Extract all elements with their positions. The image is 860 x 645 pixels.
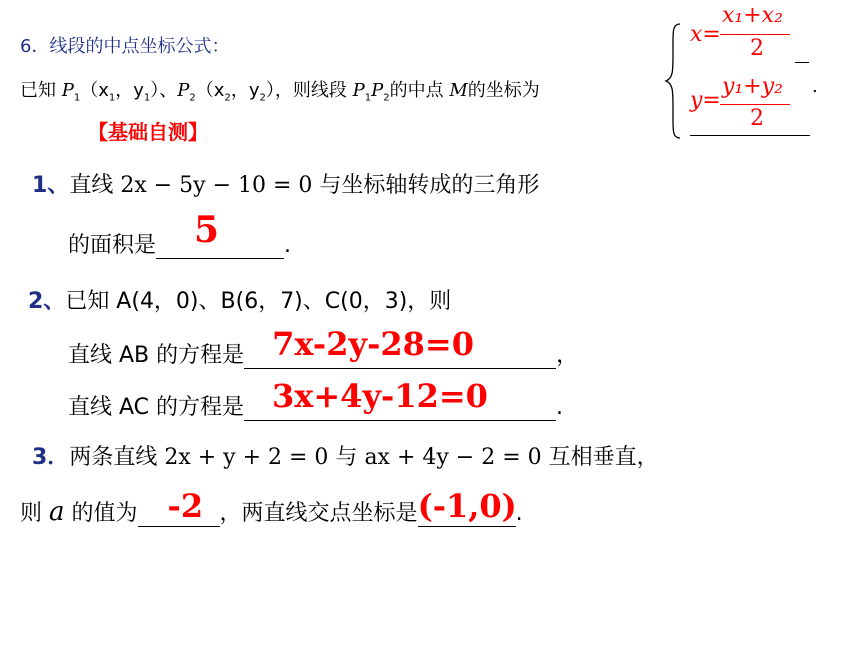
q2-ac-end: . [556, 395, 564, 420]
midpoint-m: M [449, 80, 468, 101]
mid-text: 的中点 [389, 80, 444, 101]
q3-number: 3． [32, 445, 70, 470]
q3-line2-a: 则 [20, 501, 43, 526]
p2-x: （x [195, 80, 225, 101]
section-number: 6． [20, 36, 50, 57]
q3-eq1: 2x + y + 2 = 0 [164, 445, 329, 470]
q1-area-label: 的面积是 [68, 233, 157, 258]
p2-sub: 2 [189, 92, 196, 104]
formula-x-numerator: x₁+x₂ [722, 3, 783, 28]
q3-text-c: 互相垂直， [548, 445, 659, 470]
q2-number: 2、 [28, 289, 66, 314]
formula-x-label: x= [690, 22, 721, 47]
q2-ab-blank [244, 325, 556, 369]
p2-y: ，y [230, 80, 260, 101]
question-2-line-1 [28, 284, 451, 315]
q3-text-a: 两条直线 [69, 445, 158, 470]
q2-ab-answer: 7x-2y-28=0 [272, 325, 474, 363]
q2-ac-blank [244, 377, 556, 421]
question-3-line-2 [20, 487, 523, 527]
question-1-line-2 [68, 209, 292, 259]
q3-line2-c: ，两直线交点坐标是 [219, 501, 418, 526]
given-statement [20, 76, 540, 104]
q2-text: 已知 A(4，0)、B(6，7)、C(0，3)，则 [65, 289, 452, 314]
formula-y-denominator: 2 [750, 106, 764, 131]
given-period: . [812, 76, 818, 97]
p2-x-sub: 2 [224, 92, 231, 104]
question-2-line-3 [68, 377, 564, 421]
question-3-line-1 [32, 440, 659, 471]
p2-close: ），则线段 [265, 80, 347, 101]
p2-y-sub: 2 [259, 92, 266, 104]
q1-text-a: 直线 [69, 173, 114, 198]
p1-x: （x [80, 80, 109, 101]
p1-label: P [61, 80, 74, 101]
q1-equation: 2x − 5y − 10 = 0 [120, 173, 313, 198]
section-title: 线段的中点坐标公式： [49, 36, 230, 57]
q3-point-blank [417, 487, 517, 527]
section-heading [20, 32, 229, 58]
q3-text-b: 与 [335, 445, 358, 470]
p1-x-sub: 1 [108, 92, 116, 104]
q1-text-b: 与坐标轴转成的三角形 [319, 173, 540, 198]
formula-y-fraction-line [720, 104, 790, 105]
p2-label: P [177, 80, 190, 101]
q1-end: . [284, 233, 292, 258]
q1-number: 1、 [32, 173, 70, 198]
q3-eq2: ax + 4y − 2 = 0 [364, 445, 542, 470]
p1-close: ）、 [150, 80, 178, 101]
formula-x-denominator: 2 [750, 36, 764, 61]
q2-ac-label: 直线 AC 的方程是 [68, 395, 245, 420]
seg-sub1: 1 [364, 92, 372, 104]
q3-a-blank [138, 487, 220, 527]
q2-ac-answer: 3x+4y-12=0 [272, 377, 488, 415]
left-brace-icon [664, 22, 682, 140]
q2-ab-label: 直线 AB 的方程是 [68, 343, 245, 368]
formula-underline-1 [795, 62, 809, 63]
formula-y-numerator: y₁+y₂ [722, 74, 783, 99]
formula-y-label: y= [690, 88, 721, 113]
q1-answer: 5 [194, 209, 220, 251]
seg-p1: P [352, 80, 365, 101]
question-1-line-1 [32, 168, 539, 199]
given-prefix: 已知 [20, 80, 56, 101]
basic-test-heading: 【基础自测】 [88, 120, 208, 144]
q3-point-answer: (-1,0) [417, 487, 517, 525]
q3-a-answer: -2 [167, 487, 204, 525]
seg-p2: P [371, 80, 384, 101]
p1-y: ，y [115, 80, 144, 101]
q3-a-var: a [49, 497, 65, 527]
p1-sub: 1 [73, 92, 81, 104]
q1-answer-blank [156, 209, 284, 259]
formula-underline-2 [690, 135, 810, 136]
q2-ab-end: ， [556, 343, 579, 368]
coord-text: 的坐标为 [467, 80, 540, 101]
q3-line2-b: 的值为 [71, 501, 138, 526]
q3-end: . [515, 501, 523, 526]
question-2-line-2 [68, 325, 579, 369]
formula-x-fraction-line [720, 34, 790, 35]
seg-sub2: 2 [383, 92, 390, 104]
p1-y-sub: 1 [143, 92, 151, 104]
